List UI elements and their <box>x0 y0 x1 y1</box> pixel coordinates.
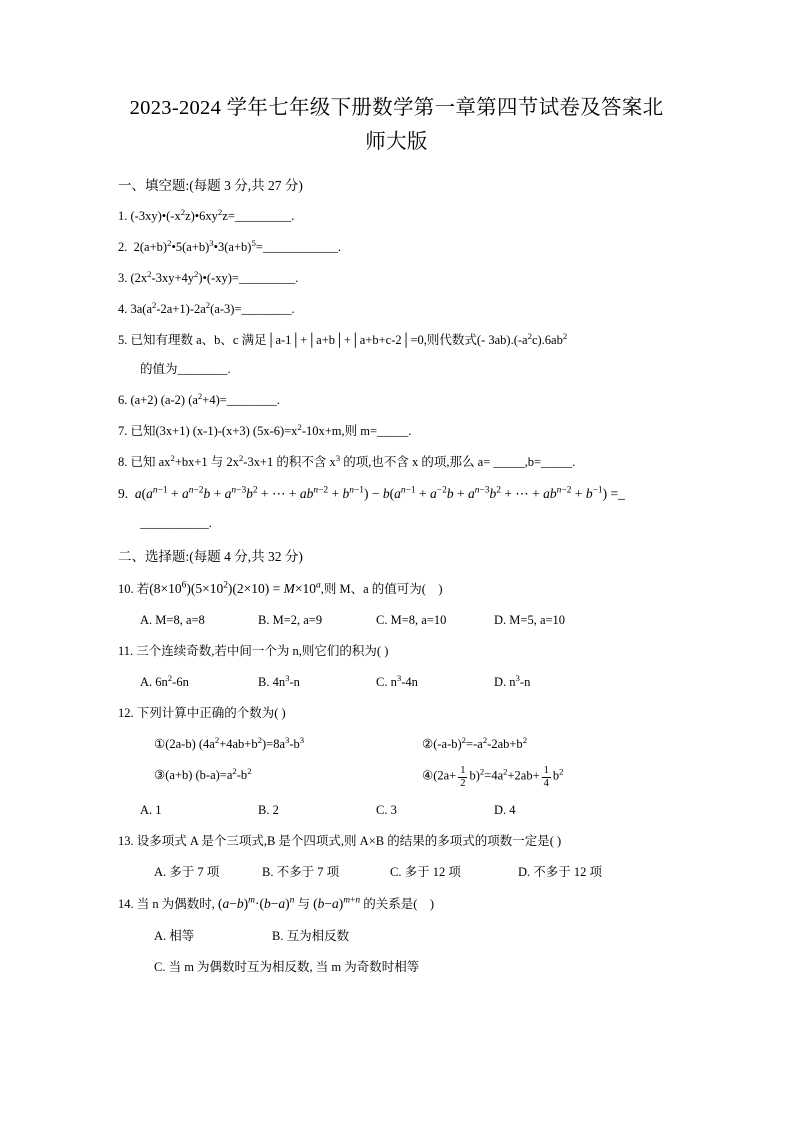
question-11-options <box>118 672 675 692</box>
option-b[interactable]: B. 不多于 7 项 <box>262 864 340 879</box>
question-9: 9. $a(a^{n-1} + a^{n-2}b + a^{n-3}b^2$ + ⋯ + $ab^{n-2} + b^{n-1}) - b(a^{n-1} + a^{-2}b + a^{n-3}b^2$ + ⋯ + $ab^{n-2} + b^{-1}$) =_ <box>118 485 625 501</box>
question-4: 4. $3a(a^2-2a+1)-2a^2(a-3)=\_\_\_\_\_\_\_\_$. <box>118 299 295 316</box>
question-14-stem: 14. 当 n 为偶数时, $(a-b)^m\cdot(b-a)^n$ 与 $(b-a)^{m+n}$ 的关系是( ) <box>118 895 435 911</box>
option-d[interactable]: D. $n^3-n$ <box>494 673 531 690</box>
question-12-subitems-row1 <box>118 734 675 754</box>
question-11-stem: 11. 三个连续奇数,若中间一个为 n,则它们的积为( ) <box>118 644 389 659</box>
question-1: 1. $(-3xy)•(-x^2z)•6xy^2z=\_\_\_\_\_\_\_\_\_$. <box>118 206 295 223</box>
question-10-options <box>118 610 675 630</box>
question-13-options <box>118 862 675 882</box>
option-a[interactable]: A. $6n^2-6n$ <box>140 673 189 690</box>
section-heading-fill-in-blank: 一、填空题:(每题 3 分,共 27 分) <box>118 177 303 193</box>
question-9-continued: ___________. <box>140 516 212 531</box>
subitem-3: ③(a+b) $(b-a)=a^2-b^2$ <box>154 766 252 783</box>
option-a[interactable]: A. M=8, a=8 <box>140 613 205 628</box>
question-2: 2. $2(a+b)^2•5(a+b)^3•3(a+b)^5=\_\_\_\_\_\_\_\_\_\_\_\_$. <box>118 237 341 254</box>
option-c[interactable]: C. $n^3-4n$ <box>376 673 418 690</box>
question-3: 3. $(2x^2-3xy+4y^2)•(-xy)=\_\_\_\_\_\_\_\_\_$. <box>118 268 299 285</box>
question-12-options <box>118 800 675 820</box>
question-10-stem: 10. 若$(8\times 10^6)(5\times 10^2)(2\times 10) = M\times 10^a$,则 M、a 的值可为( ) <box>118 580 443 596</box>
option-d[interactable]: D. M=5, a=10 <box>494 613 566 628</box>
option-c[interactable]: C. 3 <box>376 802 397 817</box>
subitem-4: ④(2a+ $\frac{1}{2}$ $b)^2=4a^2+2ab+$ $\frac{1}{4}$ $b^2$ <box>422 765 564 789</box>
question-12-stem: 12. 下列计算中正确的个数为( ) <box>118 706 286 721</box>
question-13-stem: 13. 设多项式 A 是个三项式,B 是个四项式,则 A×B 的结果的多项式的项数一定是( ) <box>118 833 562 848</box>
option-b[interactable]: B. M=2, a=9 <box>258 613 323 628</box>
option-d[interactable]: D. 不多于 12 项 <box>518 864 603 879</box>
option-b[interactable]: B. $4n^3-n$ <box>258 673 300 690</box>
subitem-2: $②(-a-b)^2=-a^2-2ab+b^2$ <box>422 735 528 752</box>
option-a[interactable]: A. 1 <box>140 802 162 817</box>
option-c[interactable]: C. 当 m 为偶数时互为相反数, 当 m 为奇数时相等 <box>154 959 420 974</box>
question-7: 7. 已知(3x+1) (x-1)-(x+3) $(5x-6)=x^2-10x+m$,则 m=_____. <box>118 421 412 438</box>
option-b[interactable]: B. 2 <box>258 802 279 817</box>
option-a[interactable]: A. 多于 7 项 <box>154 864 220 879</box>
question-5: 5. 已知有理数 a、b、c 满足│a-1│+│a+b│+│a+b+c-2│=0,则代数式(- $3ab).(-a^2c).6ab^2$ <box>118 330 568 347</box>
option-b[interactable]: B. 互为相反数 <box>272 928 350 943</box>
page-title: 2023-2024 学年七年级下册数学第一章第四节试卷及答案北师大版 <box>129 97 664 153</box>
question-14-options-row2 <box>118 957 675 977</box>
question-14-options-row1 <box>118 926 675 946</box>
question-8: 8. 已知 $ax^2+bx+1$ 与 $2x^2-3x+1$ 的积不含 $x^3$ 的项,也不含 x 的项,那么 a= _____,b=_____. <box>118 452 576 469</box>
option-d[interactable]: D. 4 <box>494 802 516 817</box>
question-5-continued: 的值为________. <box>140 361 231 376</box>
subitem-1: ①(2a-b) $(4a^2+4ab+b^2)=8a^3-b^3$ <box>154 735 305 752</box>
option-a[interactable]: A. 相等 <box>154 928 195 943</box>
question-12-subitems-row2 <box>118 765 675 789</box>
option-c[interactable]: C. M=8, a=10 <box>376 613 447 628</box>
option-c[interactable]: C. 多于 12 项 <box>390 864 461 879</box>
question-6: 6. (a+2) (a-2) $(a^2+4)=\_\_\_\_\_\_\_\_$. <box>118 390 280 407</box>
section-heading-multiple-choice: 二、选择题:(每题 4 分,共 32 分) <box>118 549 303 565</box>
